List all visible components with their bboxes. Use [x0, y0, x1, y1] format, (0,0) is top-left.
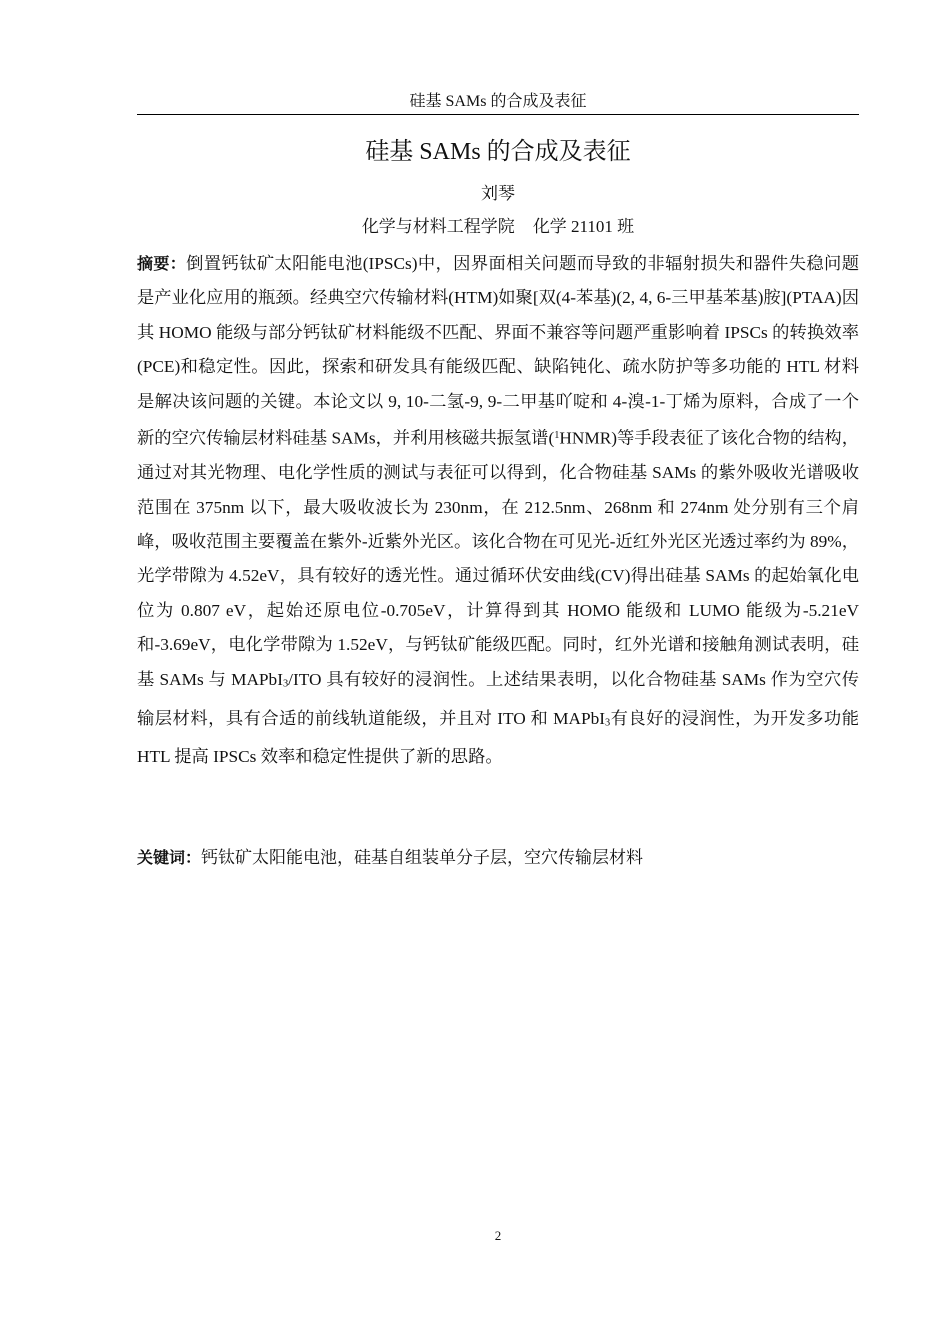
keywords-text: 钙钛矿太阳能电池，硅基自组装单分子层，空穴传输层材料 — [201, 848, 644, 867]
keywords-label: 关键词： — [137, 848, 202, 867]
abstract-text-3: /ITO 具有较好的浸润性。上述结果表明，以化合物硅基 SAMs 作为空穴传输层材料，具有合适的前线轨道能级，并且对 ITO 和 MAPbI — [137, 669, 859, 728]
abstract-text-2: HNMR)等手段表征了该化合物的结构，通过对其光物理、电化学性质的测试与表征可以得到，化合物硅基 SAMs 的紫外吸收光谱吸收范围在 375nm 以下，最大吸收波长为 230nm，在 212.5nm、268nm 和 274nm 处分别有三个肩峰，吸收范围主要覆盖在紫外-近紫外光区。该化合物在可见光-近红外光区光透过率约为 89%，光学带隙为 4.52eV，具有较好的透光性。通过循环伏安曲线(CV)得出硅基 SAMs 的起始氧化电位为 0.807 eV，起始还原电位-0.705eV，计算得到其 HOMO 能级和 LUMO 能级为-5.21eV 和-3.69eV，电化学带隙为 1.52eV，与钙钛矿能级匹配。同时，红外光谱和接触角测试表明，硅基 SAMs 与 MAPbI — [137, 428, 860, 689]
abstract-text-1: 倒置钙钛矿太阳能电池(IPSCs)中，因界面相关问题而导致的非辐射损失和器件失稳问题是产业化应用的瓶颈。经典空穴传输材料(HTM)如聚[双(4-苯基)(2, 4, 6-三甲基苯基)胺](PTAA)因其 HOMO 能级与部分钙钛矿材料能级不匹配、界面不兼容等问题严重影响着 IPSCs 的转换效率(PCE)和稳定性。因此，探索和研发具有能级匹配、缺陷钝化、疏水防护等多功能的 HTL 材料是解决该问题的关键。本论文以 9, 10-二氢-9, 9-二甲基吖啶和 4-溴-1-丁烯为原料，合成了一个新的空穴传输层材料硅基 SAMs，并利用核磁共振氢谱( — [137, 254, 859, 448]
author-name: 刘琴 — [481, 184, 515, 203]
abstract — [137, 247, 859, 775]
affiliation-class: 化学 21101 班 — [532, 217, 635, 236]
header-rule — [137, 114, 859, 115]
keywords — [137, 845, 859, 871]
affiliation — [137, 215, 859, 239]
affiliation-school: 化学与材料工程学院 — [361, 217, 515, 236]
abstract-label: 摘要： — [137, 254, 187, 273]
abstract-text-4: 有良好的浸润性，为开发多功能 HTL 提高 IPSCs 效率和稳定性提供了新的思路。 — [137, 708, 859, 767]
abstract-superscript: 1 — [554, 430, 560, 442]
running-header: 硅基 SAMs 的合成及表征 — [409, 93, 587, 110]
paper-title: 硅基 SAMs 的合成及表征 — [365, 139, 631, 165]
page-number: 2 — [494, 1228, 502, 1243]
abstract-subscript-1: 3 — [282, 678, 289, 690]
abstract-subscript-2: 3 — [604, 717, 611, 729]
